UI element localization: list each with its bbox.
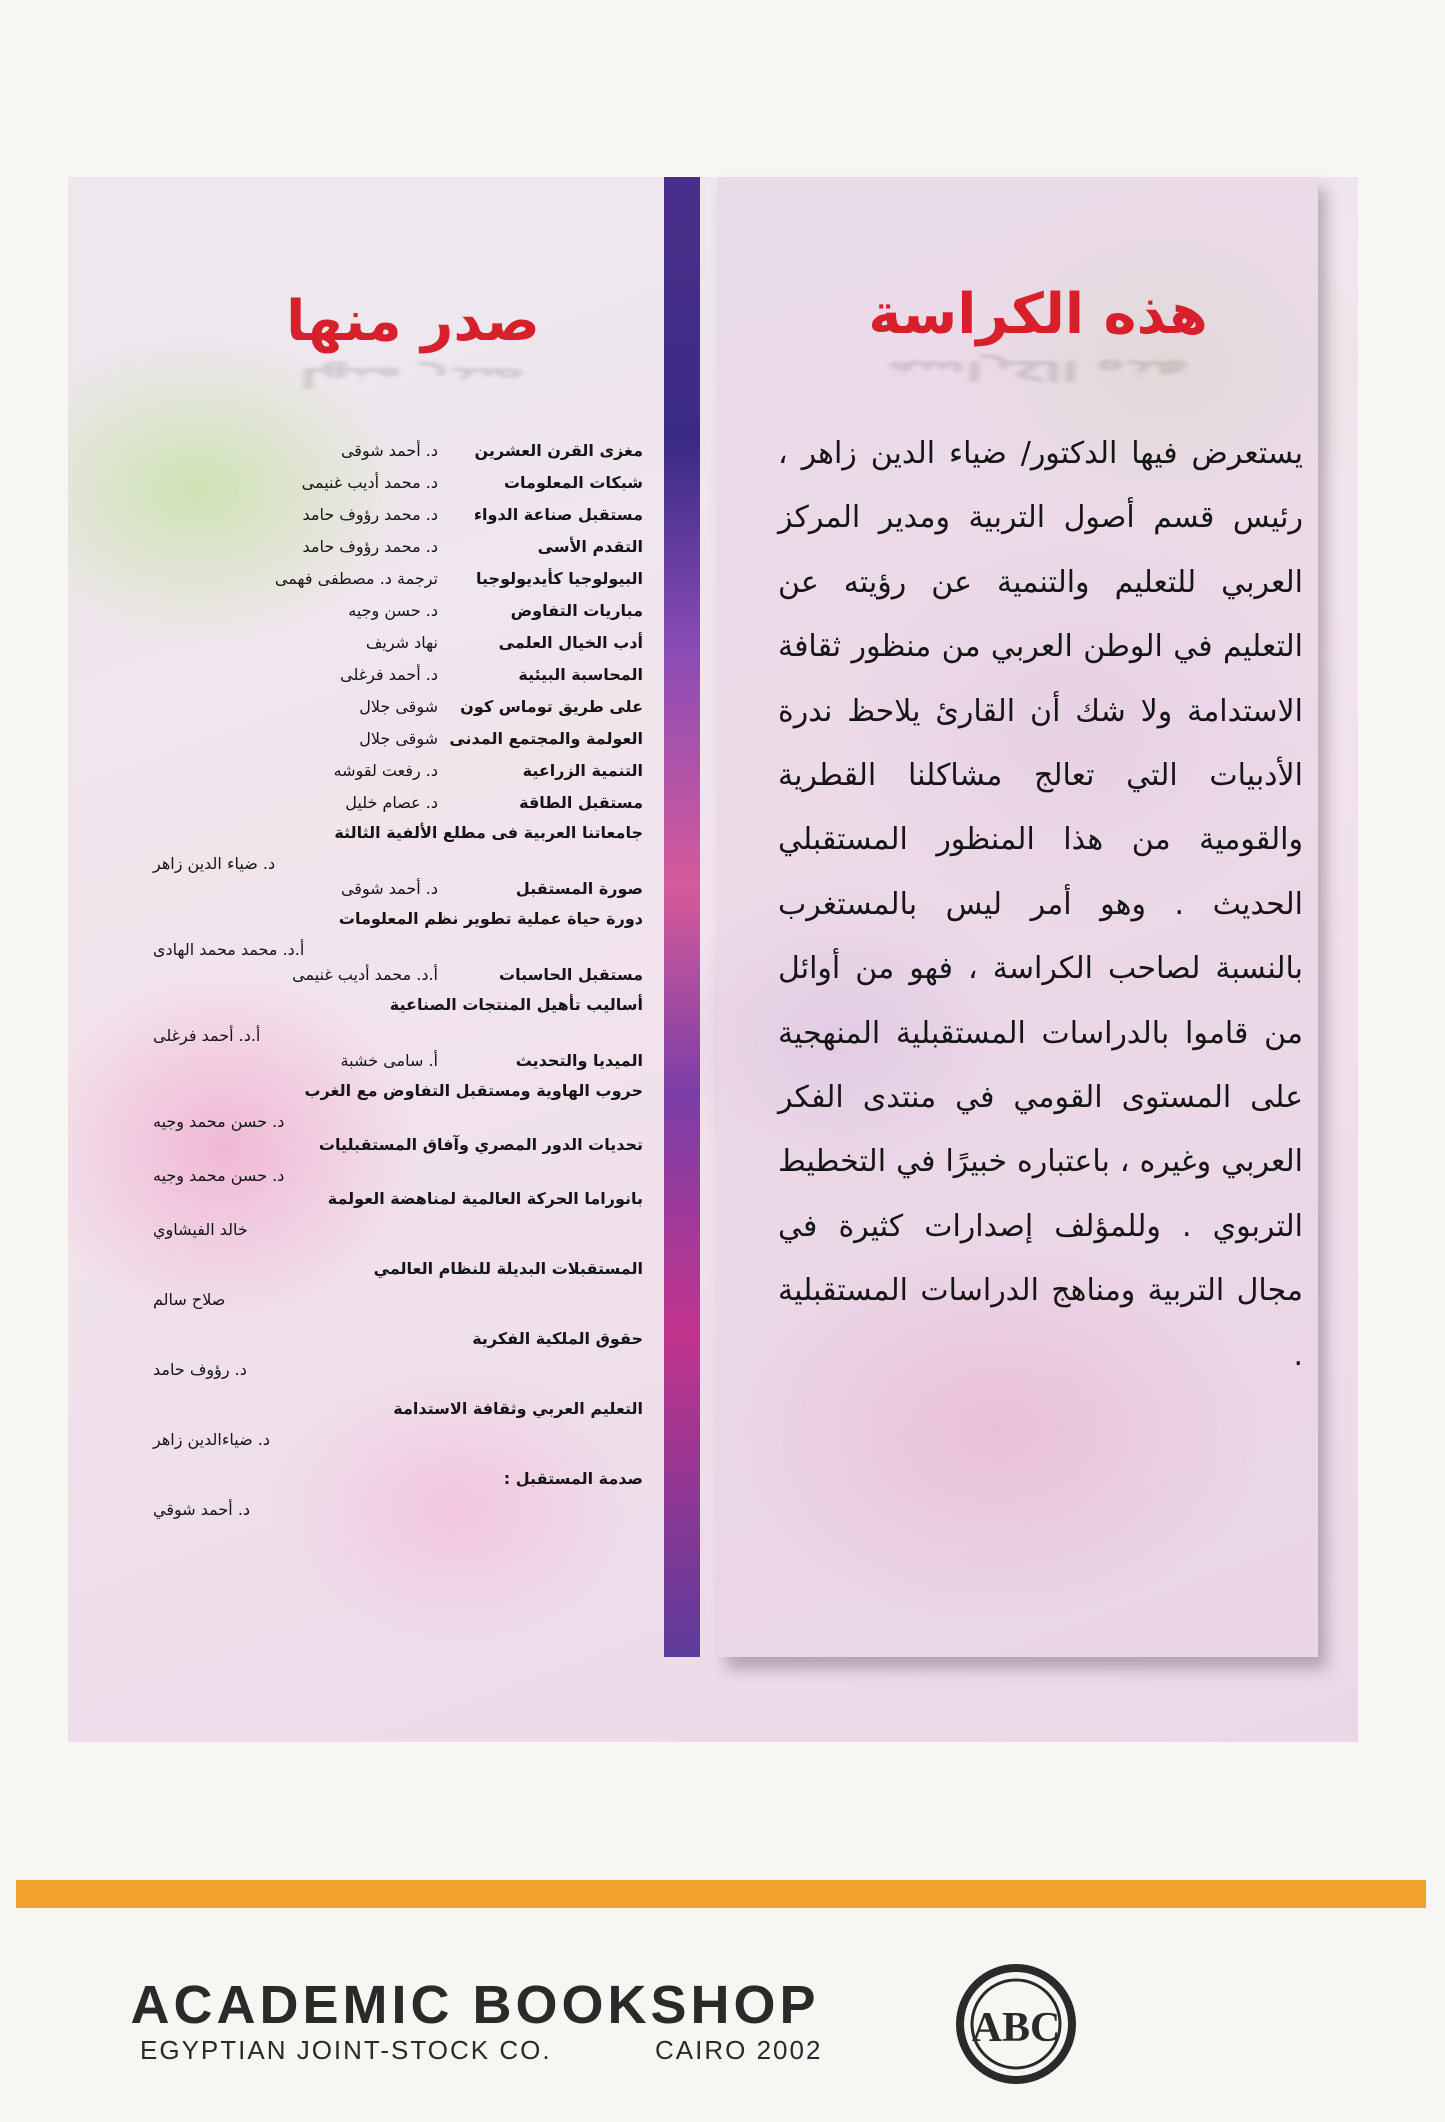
publication-title: على طريق توماس كون (460, 697, 643, 716)
publication-author: د. حسن محمد وجيه (153, 1166, 285, 1185)
publication-author: نهاد شريف (365, 633, 438, 652)
publication-author: ترجمة د. مصطفى فهمى (274, 569, 438, 588)
publication-item (123, 1049, 643, 1081)
publication-title: المحاسبة البيئية (518, 665, 643, 684)
publication-title: العولمة والمجتمع المدنى (449, 729, 643, 748)
publication-item (123, 471, 643, 503)
publication-item (123, 791, 643, 823)
left-panel-heading: صدر منها (286, 289, 540, 354)
publication-author: د. عصام خليل (345, 793, 438, 812)
orange-divider-bar (16, 1880, 1426, 1908)
publication-title: حقوق الملكية الفكرية (472, 1329, 643, 1348)
publication-author: أ.د. محمد محمد الهادى (153, 940, 305, 959)
publication-title: شبكات المعلومات (503, 473, 643, 492)
publication-author: د. رؤوف حامد (153, 1360, 247, 1379)
left-heading-reflection: صدر منها (299, 361, 527, 394)
publication-author: د. أحمد شوقي (153, 1500, 251, 1519)
publisher-company: EGYPTIAN JOINT-STOCK CO. (140, 2035, 552, 2065)
publication-item (123, 1135, 643, 1189)
publication-title: مباريات التفاوض (510, 601, 643, 620)
publisher-logo (955, 1963, 1077, 2085)
publication-author: د. أحمد شوقى (340, 441, 438, 460)
publication-item (123, 995, 643, 1049)
publication-item (123, 877, 643, 909)
right-panel-body: يستعرض فيها الدكتور/ ضياء الدين زاهر ، رئيس قسم أصول التربية ومدير المركز العربي للتعليم والتنمية عن رؤيته عن التعليم في الوطن العربي من منظور ثقافة الاستدامة ولا شك أن القارئ يلاحظ ندرة الأدبيات التي تعالج مشاكلنا القطرية والقومية من هذا المنظور المستقبلي الحديث . وهو أمر ليس بالمستغرب بالنسبة لصاحب الكراسة ، فهو من أوائل من قاموا بالدراسات المستقبلية المنهجية على المستوى القومي في منتدى الفكر العربي وغيره ، باعتباره خبيرًا في التخطيط التربوي . وللمؤلف إصدارات كثيرة في مجال التربية ومناهج الدراسات المستقبلية . (778, 436, 1303, 1373)
publication-item (123, 631, 643, 663)
publication-item (123, 503, 643, 535)
publication-title: التعليم العربي وثقافة الاستدامة (393, 1399, 643, 1418)
publication-title: مستقبل صناعة الدواء (473, 505, 643, 524)
publication-title: أساليب تأهيل المنتجات الصناعية (389, 995, 643, 1014)
publication-author: د. محمد أديب غنيمى (301, 473, 438, 492)
publication-item (123, 567, 643, 599)
publisher-name: ACADEMIC BOOKSHOP (130, 1975, 820, 2035)
publication-item (123, 663, 643, 695)
publications-list (123, 439, 643, 1523)
publication-item (123, 1329, 643, 1383)
publication-title: الميديا والتحديث (515, 1051, 643, 1070)
center-divider-bar (664, 177, 700, 1657)
publication-item (123, 1081, 643, 1135)
publication-item (123, 1189, 643, 1243)
publication-title: صدمة المستقبل : (503, 1469, 643, 1488)
publication-item (123, 439, 643, 471)
back-cover-panels (68, 177, 1358, 1742)
publication-title: تحديات الدور المصري وآفاق المستقبليات (318, 1135, 643, 1154)
publication-title: صورة المستقبل (515, 879, 643, 898)
publication-item (123, 1259, 643, 1313)
publication-title: جامعاتنا العربية فى مطلع الألفية الثالثة (334, 823, 643, 842)
publication-author: د. رفعت لقوشه (333, 761, 438, 780)
publication-title: بانوراما الحركة العالمية لمناهضة العولمة (327, 1189, 643, 1208)
publication-author: خالد الفيشاوي (153, 1220, 248, 1239)
publication-title: المستقبلات البديلة للنظام العالمي (373, 1259, 643, 1278)
publication-title: أدب الخيال العلمى (498, 633, 643, 652)
publication-title: مستقبل الطاقة (519, 793, 643, 812)
publication-title: التنمية الزراعية (522, 761, 643, 780)
publication-author: أ.د. محمد أديب غنيمى (292, 965, 438, 984)
publication-author: د. أحمد شوقى (340, 879, 438, 898)
publication-item (123, 823, 643, 877)
publication-item (123, 1399, 643, 1453)
publication-title: البيولوجيا كأيديولوجيا (476, 569, 643, 588)
publication-item (123, 599, 643, 631)
publication-title: مستقبل الحاسبات (499, 965, 643, 984)
publication-item (123, 963, 643, 995)
publication-author: د. أحمد فرغلى (340, 665, 438, 684)
publication-item (123, 759, 643, 791)
publication-item (123, 727, 643, 759)
publication-author: شوقى جلال (359, 697, 438, 716)
publication-item (123, 695, 643, 727)
publication-item (123, 1469, 643, 1523)
logo-letters: ABC (971, 2005, 1061, 2051)
publication-author: د. حسن وجيه (348, 601, 438, 620)
publication-item (123, 535, 643, 567)
publication-author: شوقى جلال (359, 729, 438, 748)
publication-title: التقدم الأسى (537, 537, 643, 556)
publication-author: صلاح سالم (153, 1290, 226, 1309)
publication-author: د. محمد رؤوف حامد (302, 537, 438, 556)
publication-title: حروب الهاوية ومستقبل التفاوض مع الغرب (304, 1081, 643, 1100)
publication-author: د. ضياء الدين زاهر (153, 854, 276, 873)
publication-author: أ. سامى خشبة (340, 1051, 438, 1070)
publication-author: د. محمد رؤوف حامد (302, 505, 438, 524)
publisher-place-year: CAIRO 2002 (655, 2035, 823, 2065)
publication-item (123, 909, 643, 963)
publication-author: أ.د. أحمد فرغلى (153, 1026, 261, 1045)
publication-author: د. حسن محمد وجيه (153, 1112, 285, 1131)
publication-author: د. ضياءالدين زاهر (153, 1430, 270, 1449)
publication-title: دورة حياة عملية تطوير نظم المعلومات (338, 909, 643, 928)
right-panel-heading: هذه الكراسة (868, 282, 1208, 347)
publication-title: مغزى القرن العشرين (474, 441, 643, 460)
